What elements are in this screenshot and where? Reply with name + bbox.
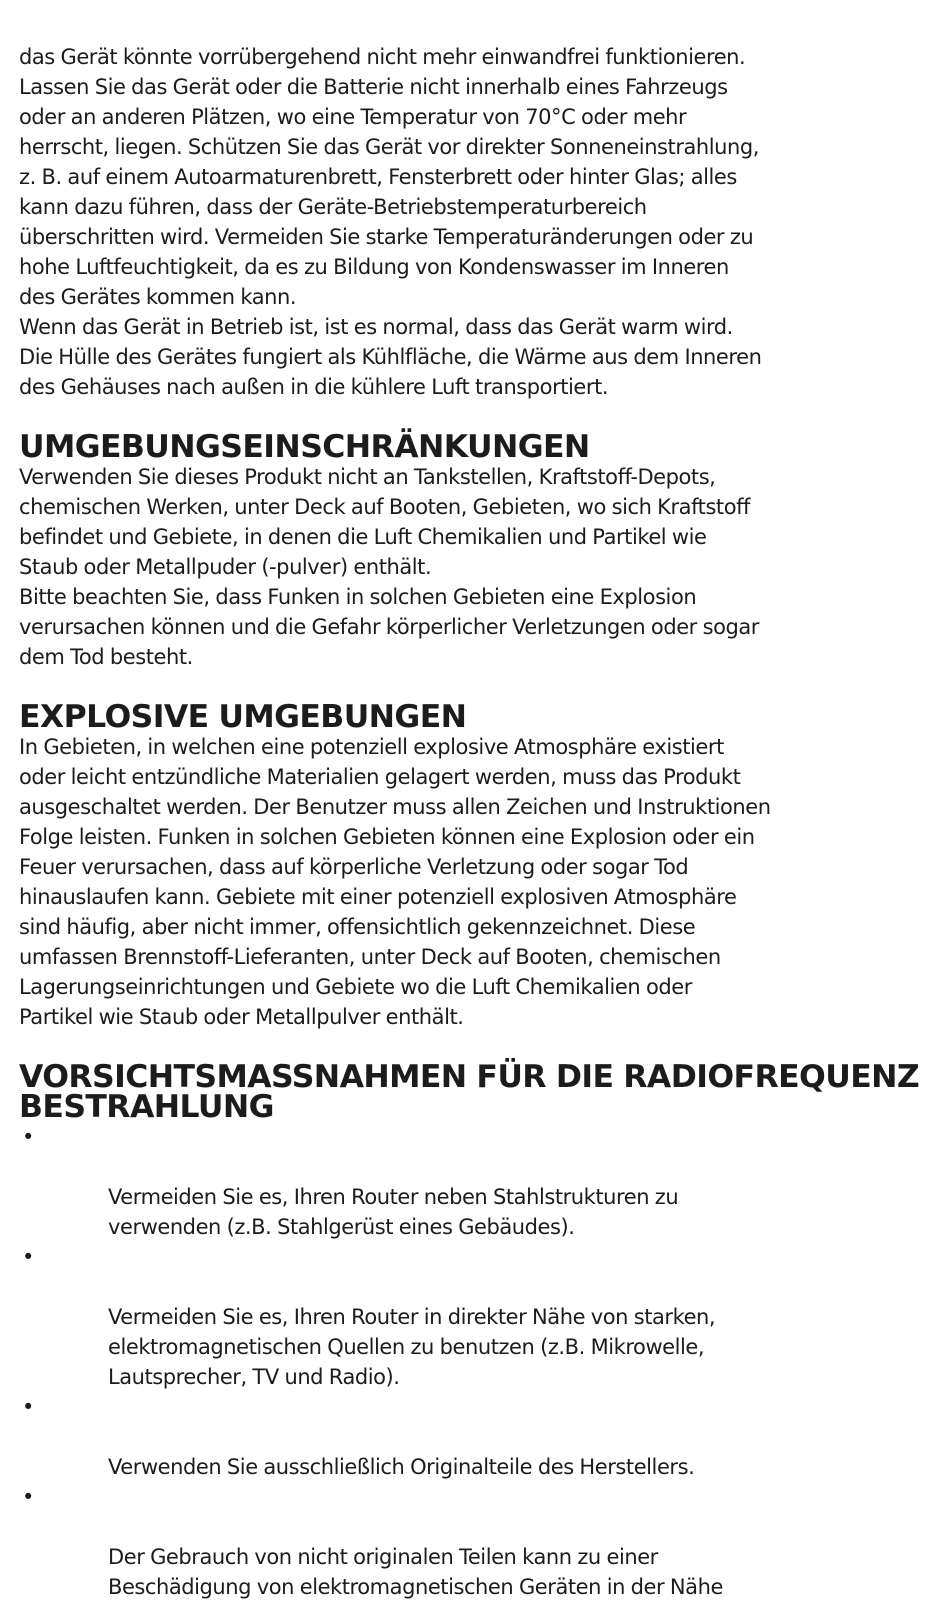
list-item-text: Vermeiden Sie es, Ihren Router in direkter Nähe von starken, elektromagnetischen Quellen zu benutzen (z.B. Mikrowelle, Lautsprecher, TV und Radio). <box>108 1305 716 1389</box>
section-explosive <box>19 699 934 1032</box>
environment-paragraph-1: Verwenden Sie dieses Produkt nicht an Tankstellen, Kraftstoff-Depots, chemischen Werken, unter Deck auf Booten, Gebieten, wo sich Kraftstoff befindet und Gebiete, in denen die Luft Chemikalien und Partikel wie Staub oder Metallpuder (-pulver) enthält. <box>19 465 751 579</box>
section-heading-explosive: EXPLOSIVE UMGEBUNGEN <box>19 699 467 735</box>
document-page <box>19 42 934 1602</box>
list-item <box>19 1482 934 1602</box>
bullet-icon: • <box>22 1485 34 1509</box>
list-item-text: Verwenden Sie ausschließlich Originalteile des Herstellers. <box>108 1455 695 1479</box>
explosive-paragraph: In Gebieten, in welchen eine potenziell explosive Atmosphäre existiert oder leicht entzündliche Materialien gelagert werden, muss das Produkt ausgeschaltet werden. Der Benutzer muss allen Zeichen und Instruktionen Folge leisten. Funken in solchen Gebieten können eine Explosion oder ein Feuer verursachen, dass auf körperliche Verletzung oder sogar Tod hinauslaufen kann. Gebiete mit einer potenziell explosiven Atmosphäre sind häufig, aber nicht immer, offensichtlich gekennzeichnet. Diese umfassen Brennstoff-Lieferanten, unter Deck auf Booten, chemischen Lagerungseinrichtungen und Gebiete wo die Luft Chemikalien oder Partikel wie Staub oder Metallpulver enthält. <box>19 735 771 1029</box>
intro-paragraph-2: Wenn das Gerät in Betrieb ist, ist es normal, dass das Gerät warm wird. Die Hülle des Gerätes fungiert als Kühlfläche, die Wärme aus dem Inneren des Gehäuses nach außen in die kühlere Luft transportiert. <box>19 315 762 399</box>
section-radio <box>19 1059 934 1602</box>
bullet-icon: • <box>22 1125 34 1149</box>
section-environment <box>19 429 934 672</box>
environment-paragraph-2: Bitte beachten Sie, dass Funken in solchen Gebieten eine Explosion verursachen können und die Gefahr körperlicher Verletzungen oder sogar dem Tod besteht. <box>19 585 759 669</box>
section-heading-radio: VORSICHTSMASSNAHMEN FÜR DIE RADIOFREQUENZ BESTRAHLUNG <box>19 1059 920 1125</box>
section-heading-environment: UMGEBUNGSEINSCHRÄNKUNGEN <box>19 429 590 465</box>
list-item-text: Vermeiden Sie es, Ihren Router neben Stahlstrukturen zu verwenden (z.B. Stahlgerüst eines Gebäudes). <box>108 1185 679 1239</box>
bullet-icon: • <box>22 1245 34 1269</box>
list-item <box>19 1392 934 1482</box>
list-item <box>19 1242 934 1392</box>
precautions-list <box>19 1122 934 1602</box>
bullet-icon: • <box>22 1395 34 1419</box>
list-item <box>19 1122 934 1242</box>
list-item-text: Der Gebrauch von nicht originalen Teilen kann zu einer Beschädigung von elektromagnetischen Geräten in der Nähe <box>108 1545 723 1599</box>
intro-paragraph-1: das Gerät könnte vorrübergehend nicht mehr einwandfrei funktionieren. Lassen Sie das Gerät oder die Batterie nicht innerhalb eines Fahrzeugs oder an anderen Plätzen, wo eine Temperatur von 70°C oder mehr herrscht, liegen. Schützen Sie das Gerät vor direkter Sonneneinstrahlung, z. B. auf einem Autoarmaturenbrett, Fensterbrett oder hinter Glas; alles kann dazu führen, dass der Geräte-Betriebstemperaturbereich überschritten wird. Vermeiden Sie starke Temperaturänderungen oder zu hohe Luftfeuchtigkeit, da es zu Bildung von Kondenswasser im Inneren des Gerätes kommen kann. <box>19 45 759 309</box>
